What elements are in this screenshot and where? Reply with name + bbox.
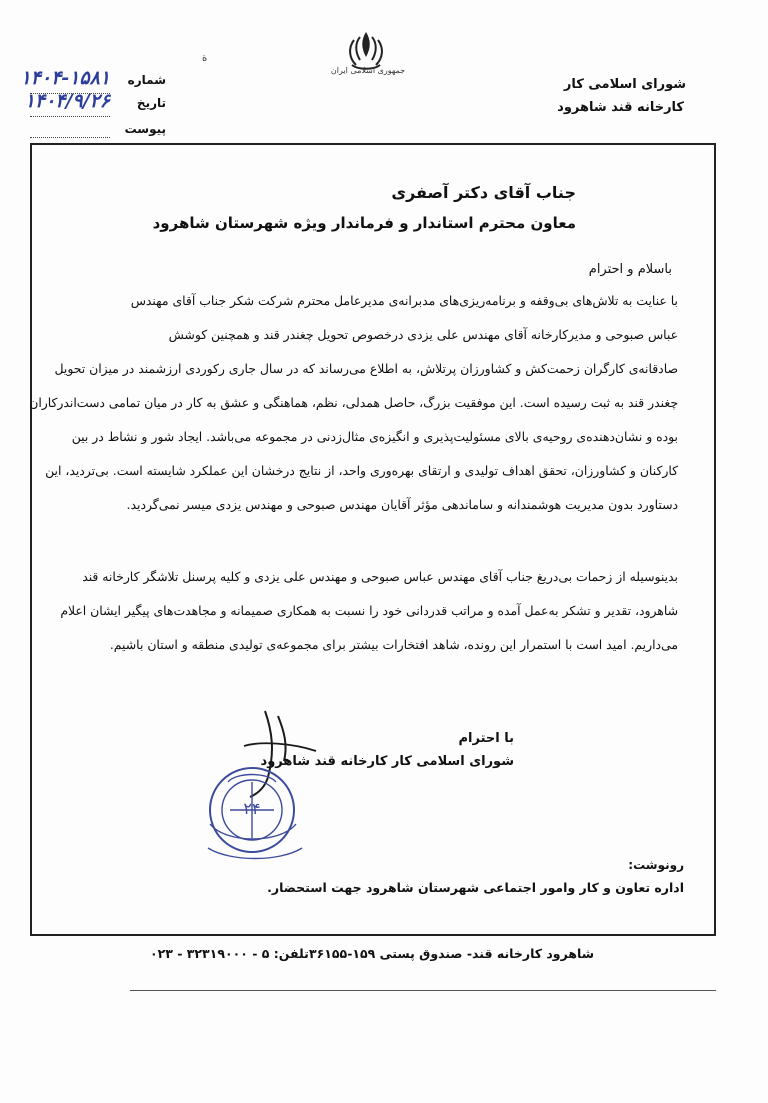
emblem-caption: جمهوری اسلامی ایران [330, 66, 406, 75]
body-text: شاهرود، تقدیر و تشکر به‌عمل آمده و مراتب قدردانی خود را نسبت به همکاری صمیمانه و مجاهدت‌های پیگیر ایشان اعلام [60, 602, 678, 618]
body-text: بوده و نشان‌دهنده‌ی روحیه‌ی بالای مسئولیت‌پذیری و انگیزه‌ی مثال‌زدنی در مجموعه می‌باشد. ایجاد شور و نشاط در بین [71, 428, 678, 444]
copy-label: رونوشت: [628, 858, 684, 872]
body-text: صادقانه‌ی کارگران زحمت‌کش و کشاورزان پرتلاش، به اطلاع می‌رساند که در سال جاری رکوردی ارزشمند در میزان تحویل [54, 360, 678, 376]
organization-name: شورای اسلامی کار [563, 77, 686, 92]
council-seal [188, 752, 326, 878]
meta-number-label: شماره [127, 73, 166, 87]
frame-right-rule [714, 143, 716, 936]
meta-attachment-dotted-line [30, 137, 110, 138]
body-text: با عنایت به تلاش‌های بی‌وقفه و برنامه‌ریزی‌های مدبرانه‌ی مدیرعامل محترم شرکت شکر جناب آقای مهندس [130, 292, 678, 308]
copy-recipient: اداره تعاون و کار وامور اجتماعی شهرستان شاهرود جهت استحضار. [267, 880, 684, 895]
svg-text:۲۴: ۲۴ [243, 799, 261, 818]
salutation: باسلام و احترام [588, 262, 672, 277]
body-text: عباس صبوحی و مدیرکارخانه آقای مهندس علی یزدی درخصوص تحویل چغندر قند و همچنین کوشش [168, 326, 678, 342]
footer-rule [130, 990, 716, 991]
frame-top-rule [30, 143, 716, 145]
footer-phone: تلفن: ۵ - ۳۲۳۱۹۰۰۰ - ۰۲۳ [150, 946, 309, 961]
body-line [86, 488, 678, 522]
meta-date-value: ۱۴۰۴/۹/۲۶ [24, 90, 110, 112]
frame-bottom-rule [30, 934, 716, 936]
body-line [86, 318, 678, 352]
body-text: چغندر قند به ثبت رسیده است. این موفقیت بزرگ، حاصل همدلی، نظم، هماهنگی و عشق به کار در میان تمامی دست‌اندرکاران [29, 394, 678, 410]
meta-attachment-row [30, 122, 166, 142]
meta-date-label: تاریخ [136, 96, 166, 110]
paragraph-two [60, 560, 678, 662]
body-line [29, 386, 678, 420]
footer-address: شاهرود کارخانه قند- صندوق پستی ۱۵۹-۳۶۱۵۵ [309, 946, 594, 961]
addressee-name: جناب آقای دکتر آصفری [391, 183, 576, 202]
body-line [71, 420, 678, 454]
paragraph-one [29, 284, 678, 522]
body-line [54, 352, 678, 386]
body-text: دستاورد بدون مدیریت هوشمندانه و ساماندهی مؤثر آقایان مهندس صبوحی و مهندس یزدی میسر نمی‌گردید. [126, 496, 678, 512]
suborganization-name: کارخانه قند شاهرود [557, 100, 684, 115]
body-text: می‌داریم. امید است با استمرار این رونده، شاهد افتخارات بیشتر برای مجموعه‌ی تولیدی منطقه و استان باشیم. [109, 636, 678, 652]
frame-left-rule [30, 143, 32, 936]
meta-number-value: ۱۴۰۴-۱۵۸۱ [20, 67, 110, 89]
addressee-title: معاون محترم استاندار و فرماندار ویژه شهرستان شاهرود [152, 214, 576, 232]
body-text: بدینوسیله از زحمات بی‌دریغ جناب آقای مهندس عباس صبوحی و مهندس علی یزدی و کلیه پرسنل تلاشگر کارخانه قند [82, 568, 678, 584]
meta-date-dotted-line [30, 116, 110, 117]
body-text: کارکنان و کشاورزان، تحقق اهداف تولیدی و ارتقای بهره‌وری واحد، از نتایج درخشان این عملکرد شایسته است. بی‌تردید، این [45, 462, 678, 478]
body-line [82, 560, 678, 594]
closing-organization: شورای اسلامی کار کارخانه قند شاهرود [260, 754, 514, 769]
body-line [45, 454, 678, 488]
body-line [60, 594, 678, 628]
meta-date-row [24, 90, 166, 116]
top-mark: ة [202, 53, 208, 64]
body-line [86, 628, 678, 662]
meta-attachment-label: پیوست [124, 122, 166, 136]
closing-regards: با احترام [458, 731, 514, 746]
body-line [86, 284, 678, 318]
